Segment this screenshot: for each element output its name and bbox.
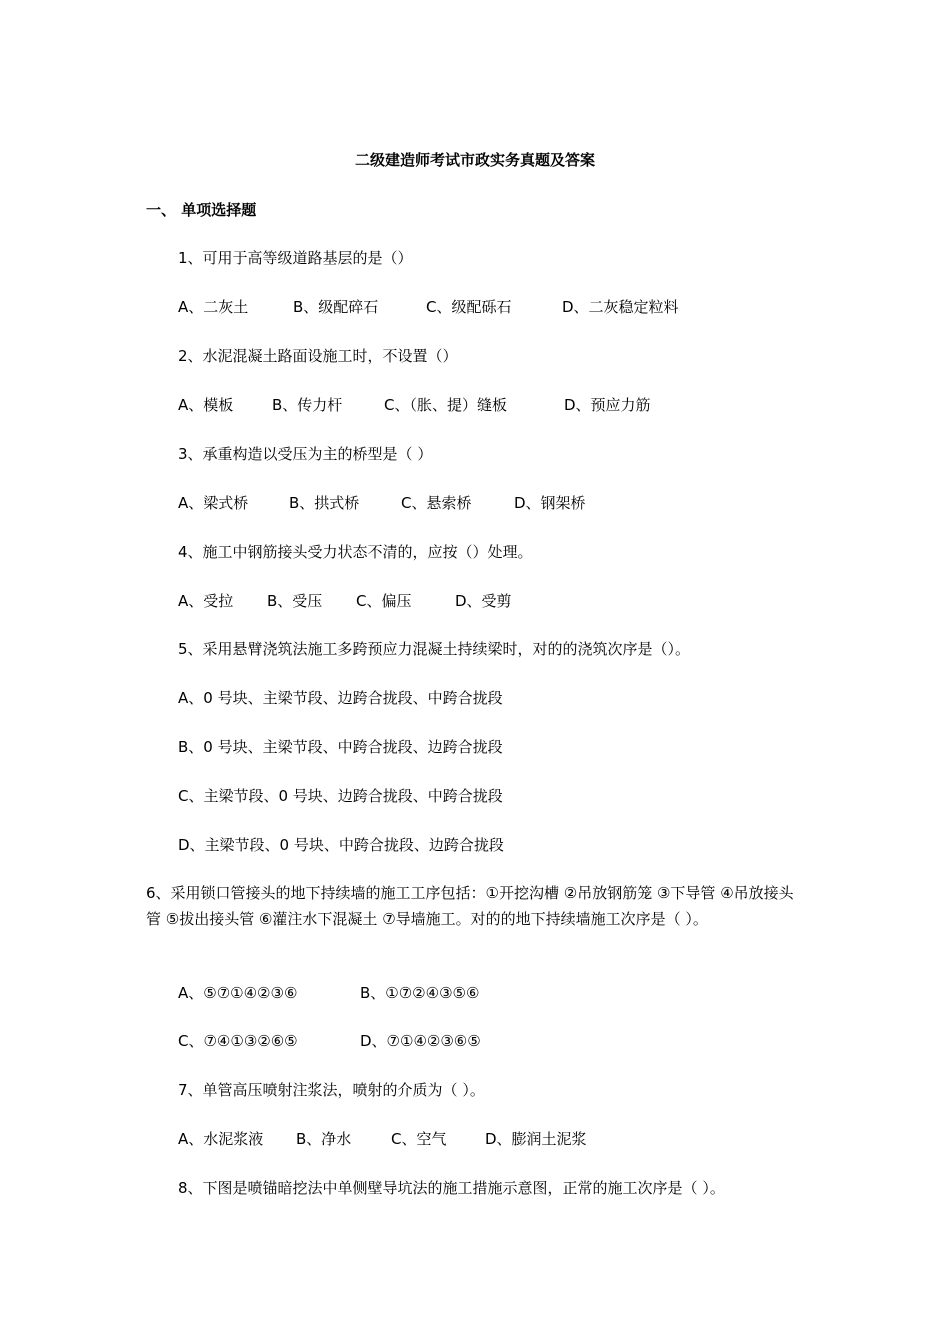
question-2-options [178,395,651,415]
option-c: C、偏压 [356,592,412,610]
question-3-options [178,493,586,513]
option-b: B、传力杆 [272,396,343,414]
question-6-options-row-2 [178,1031,481,1051]
option-b: B、拱式桥 [289,494,360,512]
question-1: 1、可用于高等级道路基层的是（） [178,249,413,267]
question-5-option-c: C、主梁节段、0 号块、边跨合拢段、中跨合拢段 [178,787,503,805]
option-d: D、预应力筋 [564,396,651,414]
option-c: C、空气 [391,1130,447,1148]
option-d: D、受剪 [455,592,512,610]
option-d: D、膨润土泥浆 [485,1130,587,1148]
option-b: B、级配碎石 [293,298,379,316]
option-a: A、二灰土 [178,298,249,316]
option-a: A、水泥浆液 [178,1130,264,1148]
option-c: C、级配砾石 [426,298,512,316]
question-6: 6、采用锁口管接头的地下持续墙的施工工序包括：①开挖沟槽 ②吊放钢筋笼 ③下导管 ④吊放接头管 ⑤拔出接头管 ⑥灌注水下混凝土 ⑦导墙施工。对的的地下持续墙施工次序是（ ）。 [146,884,794,928]
question-7: 7、单管高压喷射注浆法，喷射的介质为（ ）。 [178,1081,485,1099]
question-8: 8、下图是喷锚暗挖法中单侧壁导坑法的施工措施示意图，正常的施工次序是（ ）。 [178,1179,725,1197]
option-c: C、悬索桥 [401,494,472,512]
option-b: B、受压 [267,592,323,610]
question-5-option-d: D、主梁节段、0 号块、中跨合拢段、边跨合拢段 [178,836,504,854]
option-c: C、（胀、提）缝板 [384,396,507,414]
section-heading: 一、 单项选择题 [146,201,257,219]
option-a: A、受拉 [178,592,234,610]
option-d: D、⑦①④②③⑥⑤ [360,1032,481,1050]
question-7-options [178,1129,587,1149]
option-b: B、①⑦②④③⑤⑥ [360,984,480,1002]
question-3: 3、承重构造以受压为主的桥型是（ ） [178,445,433,463]
question-5-option-a: A、0 号块、主梁节段、边跨合拢段、中跨合拢段 [178,689,503,707]
option-a: A、梁式桥 [178,494,249,512]
question-2: 2、水泥混凝土路面设施工时，不设置（） [178,347,458,365]
question-6-options-row-1 [178,983,479,1003]
option-a: A、模板 [178,396,234,414]
question-4-options [178,591,512,611]
question-5: 5、采用悬臂浇筑法施工多跨预应力混凝土持续梁时，对的的浇筑次序是（）。 [178,640,691,658]
option-c: C、⑦④①③②⑥⑤ [178,1032,298,1050]
question-1-options [178,297,679,317]
question-4: 4、施工中钢筋接头受力状态不清的，应按（）处理。 [178,543,533,561]
option-d: D、钢架桥 [514,494,586,512]
option-d: D、二灰稳定粒料 [562,298,679,316]
option-b: B、净水 [296,1130,352,1148]
page-title: 二级建造师考试市政实务真题及答案 [354,151,595,169]
option-a: A、⑤⑦①④②③⑥ [178,984,298,1002]
question-5-option-b: B、0 号块、主梁节段、中跨合拢段、边跨合拢段 [178,738,503,756]
